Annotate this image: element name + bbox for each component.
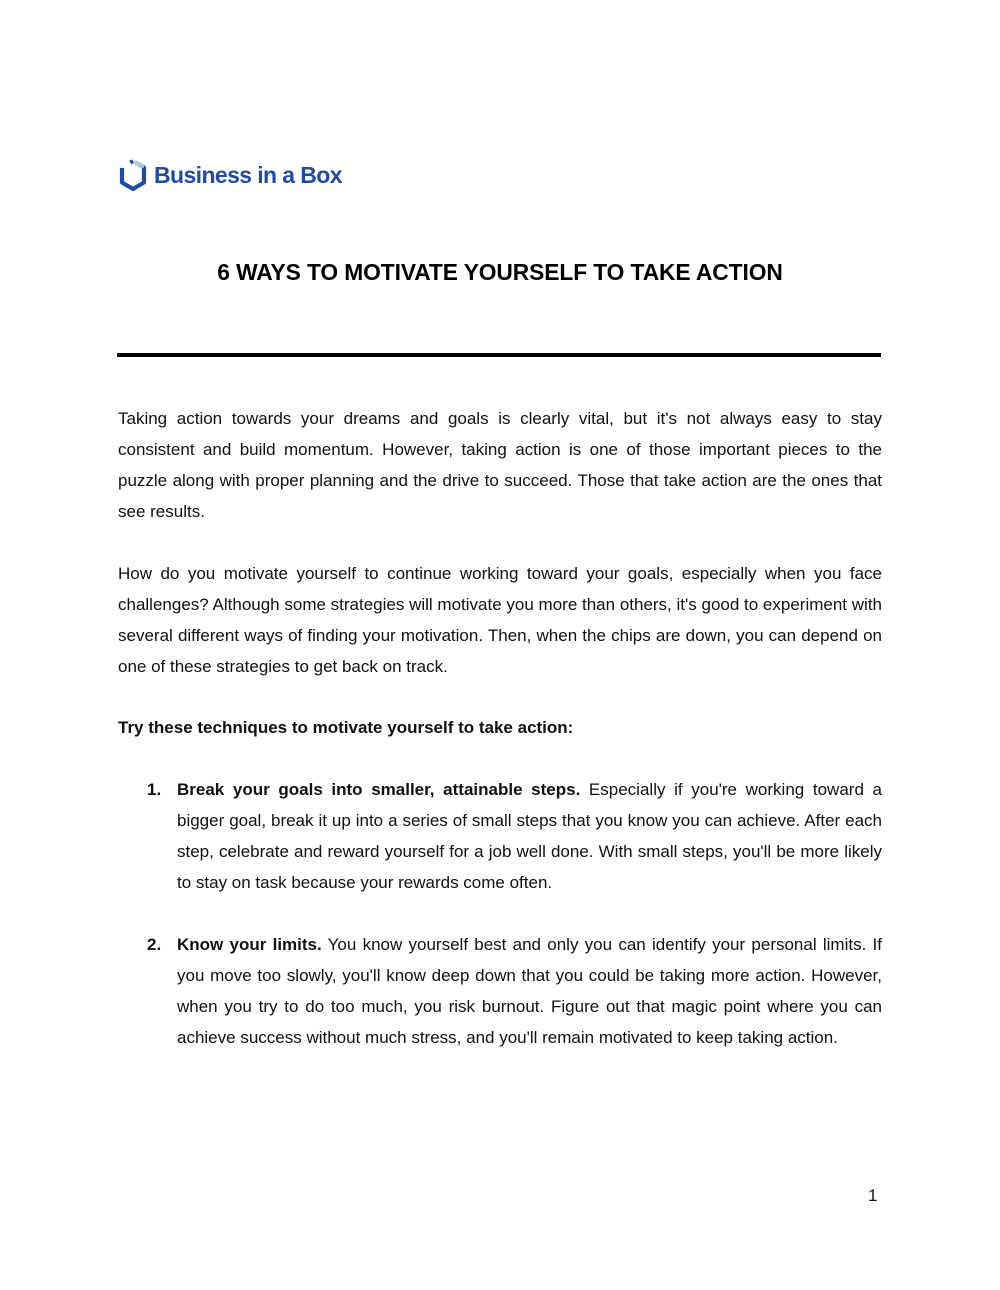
list-item: [118, 774, 882, 898]
brand-name: Business in a Box: [154, 161, 342, 188]
motivation-paragraph: How do you motivate yourself to continue working toward your goals, especially when you face challenges? Although some strategies will motivate you more than others, it's good to experiment with several different ways of finding your motivation. Then, when the chips are down, you can depend on one of these strategies to get back on track.: [118, 564, 882, 676]
list-item-heading: Break your goals into smaller, attainable steps.: [177, 780, 581, 799]
list-item-text: [177, 929, 882, 1053]
intro-paragraph: Taking action towards your dreams and goals is clearly vital, but it's not always easy to stay consistent and build momentum. However, taking action is one of those important pieces to the puzzle along with proper planning and the drive to succeed. Those that take action are the ones that see results.: [118, 409, 882, 521]
page-number: 1: [868, 1186, 878, 1205]
list-lead-in: Try these techniques to motivate yourself to take action:: [118, 718, 574, 737]
list-item-heading: Know your limits.: [177, 935, 322, 954]
list-item: [118, 929, 882, 1053]
list-item-body: Especially if you're working toward a bigger goal, break it up into a series of small steps that you know you can achieve. After each step, celebrate and reward yourself for a job well done. With small steps, you'll be more likely to stay on task because your rewards come often.: [177, 780, 882, 892]
title-divider: [117, 353, 881, 357]
hexagon-logo-icon: [118, 158, 148, 192]
document-title: 6 WAYS TO MOTIVATE YOURSELF TO TAKE ACTION: [217, 259, 783, 285]
list-item-text: [177, 774, 882, 898]
list-item-number: 2.: [147, 935, 162, 954]
brand-logo: [118, 158, 342, 192]
list-item-body: You know yourself best and only you can identify your personal limits. If you move too slowly, you'll know deep down that you could be taking more action. However, when you try to do too much, you risk burnout. Figure out that magic point where you can achieve success without much stress, and you'll remain motivated to keep taking action.: [177, 935, 882, 1047]
list-item-number: 1.: [147, 780, 162, 799]
